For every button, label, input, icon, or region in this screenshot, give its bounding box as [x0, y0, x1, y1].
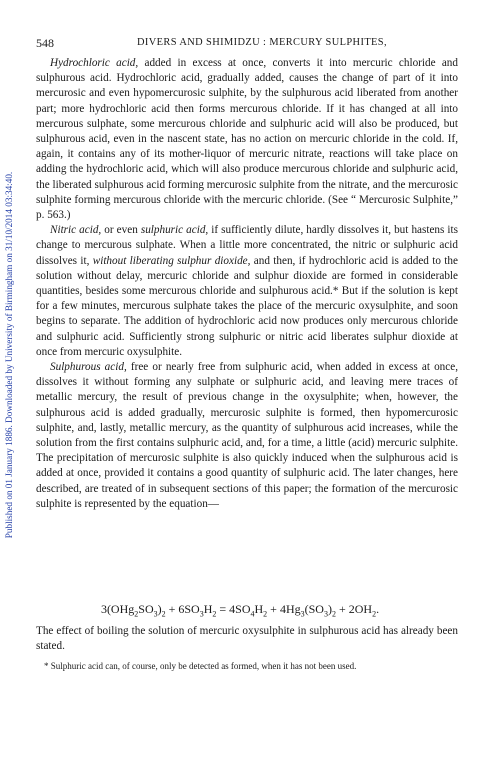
- running-title: DIVERS AND SHIMIDZU : MERCURY SULPHITES,: [136, 37, 387, 48]
- eq-sub: 2: [212, 609, 217, 619]
- eq-part: 3(OHg: [100, 602, 135, 616]
- footnote: [36, 660, 458, 673]
- paragraph-nitric: [36, 223, 458, 360]
- body-text: [36, 56, 458, 512]
- paragraph-lead: Sulphurous acid,: [50, 361, 127, 374]
- footnote-text: * Sulphuric acid can, of course, only be detected as formed, when it has not been used.: [44, 661, 357, 671]
- eq-part: .: [376, 602, 380, 616]
- closing-paragraph: The effect of boiling the solution of mercuric oxysulphite in sulphurous acid has already been stated.: [36, 625, 458, 653]
- eq-part: H: [203, 602, 213, 616]
- page-header: [36, 36, 456, 52]
- paragraph-hydrochloric: [36, 56, 458, 223]
- paragraph-text: or even: [101, 224, 141, 237]
- paragraph-text: added in excess at once, converts it into mercuric chloride and sulphurous acid. Hydrochloric acid, gradually added, causes the change of part of it into mercurosic and even hypomercurosic sulphite, by the sulphurous acid liberated from another part; more hydrochloric acid then forms mercurous chloride. If it has changed at all into mercurous sulphate, some mercurous chloride and sulphuric acid will also be produced, but sulphurous acid, even in the nascent state, has no action on mercuric chloride in the cold. If, again, it contains any of its mother-liquor of mercuric nitrate, reactions will take place on adding the hydrochloric acid, which will also produce mercurous chloride and sulphuric acid, the liberated sulphurous acid forming mercurosic sulphite from the nitrate, and the mercurosic sulphite forming mercurous chloride with the mercuric chloride. (See “ Mercurosic Sulphite,” p. 563.): [36, 57, 458, 222]
- eq-sub: 3: [199, 609, 204, 619]
- chemical-equation: [0, 602, 480, 618]
- paragraph-italic: sulphuric acid,: [140, 224, 209, 237]
- eq-sub: 3: [323, 609, 328, 619]
- paragraph-italic: without liberating sulphur dioxide,: [92, 254, 251, 267]
- eq-sub: 2: [161, 609, 166, 619]
- eq-part: ): [327, 602, 332, 616]
- eq-part: + 6SO: [165, 602, 200, 616]
- eq-sub: 2: [134, 609, 139, 619]
- paragraph-text: if sufficiently dilute, hardly dissolves it, but hastens its change to mercurous sulphate. When a little more concentrated, the nitric or sulphuric acid dissolves it,: [36, 224, 459, 267]
- eq-part: SO: [138, 602, 154, 616]
- closing-text: [36, 624, 458, 654]
- eq-sub: 2: [372, 609, 377, 619]
- paragraph-lead: Hydrochloric acid,: [50, 57, 139, 69]
- eq-part: = 4SO: [216, 602, 251, 616]
- eq-sub: 2: [331, 609, 336, 619]
- eq-part: + 4Hg: [267, 602, 301, 616]
- paragraph-sulphurous: [36, 360, 458, 512]
- eq-part: + 2OH: [335, 602, 373, 616]
- eq-part: H: [254, 602, 264, 616]
- eq-part: ): [157, 602, 162, 616]
- download-stamp: [2, 115, 16, 595]
- eq-sub: 4: [250, 609, 255, 619]
- paragraph-text: free or nearly free from sulphuric acid, when added in excess at once, dissolves it without forming any sulphate or sulphuric acid, and leaving mere traces of metallic mercury, the result of previous change in the oxysulphite; when, however, the sulphurous acid is added gradually, mercurosic sulphite is formed, then hypomercurosic sulphite, and, lastly, metallic mercury, as the quantity of sulphurous acid increases, while the solution from the first contains sulphuric acid, and, for a time, a little (acid) mercuric sulphite. The precipitation of mercurosic sulphite is also quickly induced when the sulphurous acid is added at once, provided it contains a good quantity of sulphuric acid. The later changes, here described, are treated of in subsequent sections of this paper; the formation of the mercurosic sulphite is represented by the equation—: [36, 361, 458, 510]
- page-number: 548: [36, 36, 54, 50]
- paragraph-lead: Nitric acid,: [50, 224, 102, 237]
- eq-sub: 3: [153, 609, 158, 619]
- eq-sub: 2: [263, 609, 268, 619]
- download-stamp-text: Published on 01 January 1886. Downloaded by University of Birmingham on 31/10/2014 03:34:40.: [4, 171, 14, 539]
- eq-part: (SO: [304, 602, 324, 616]
- eq-sub: 3: [300, 609, 305, 619]
- paragraph-text: and then, if hydrochloric acid is added to the solution without delay, mercuric chloride and sulphur dioxide are formed in considerable quantities, besides some mercurous chloride and sulphurous acid.* But if the solution is kept for a few minutes, mercurous sulphate takes the place of the mercuric oxysulphite, and soon begins to separate. The addition of hydrochloric acid now produces only mercurous chloride and sulphuric acid. Sufficiently strong sulphuric or nitric acid liberates sulphur dioxide at once from mercuric oxysulphite.: [36, 254, 458, 358]
